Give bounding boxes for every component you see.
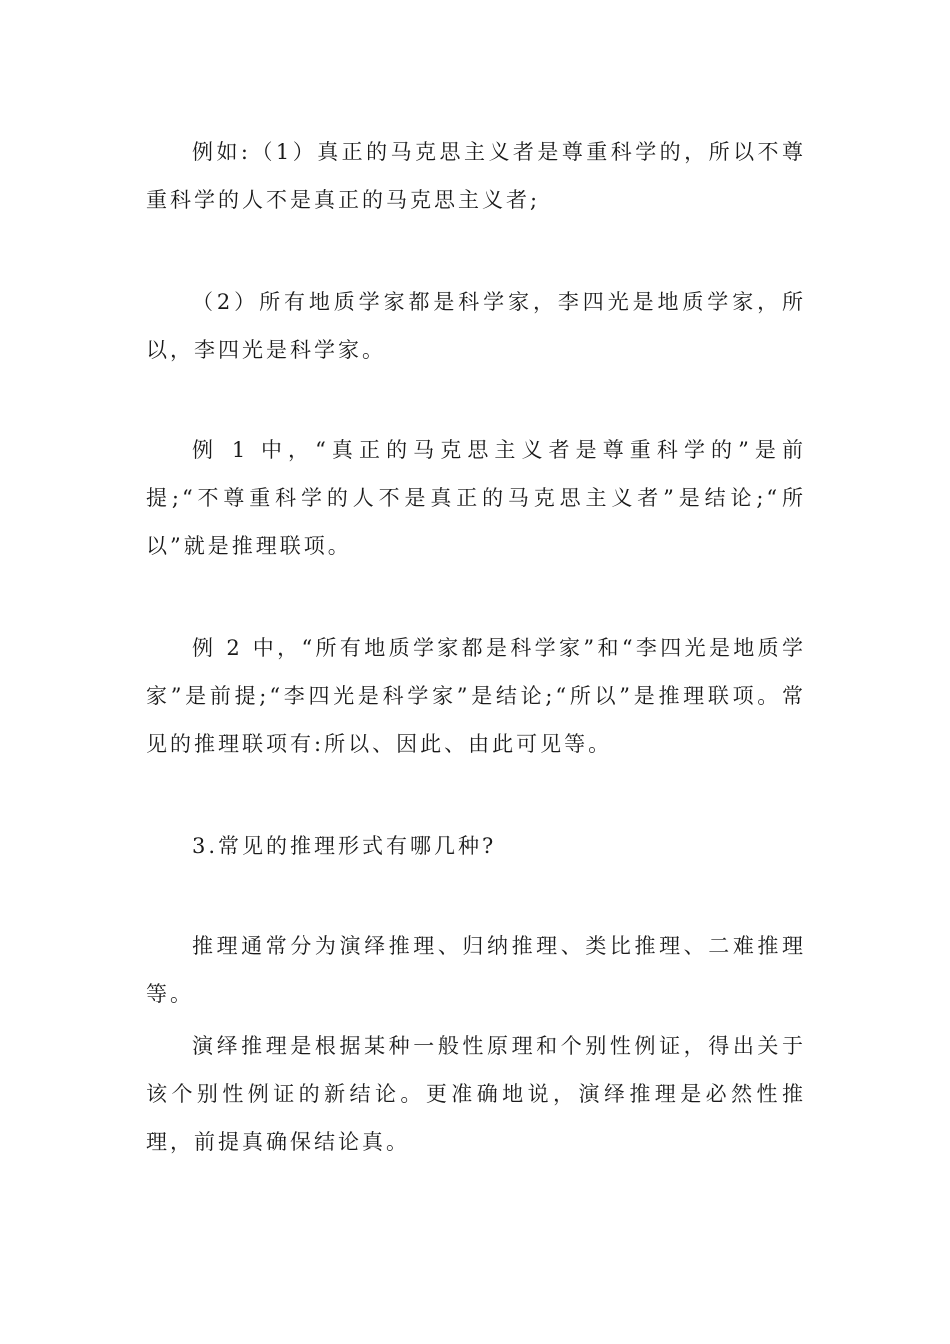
section-heading-reasoning-forms: 3.常见的推理形式有哪几种?	[192, 834, 497, 858]
paragraph-example-intro: 例如:（1）真正的马克思主义者是尊重科学的，所以不尊重科学的人不是真正的马克思主义者;	[146, 140, 806, 212]
paragraph-example-two: （2）所有地质学家都是科学家，李四光是地质学家，所以，李四光是科学家。	[146, 290, 806, 362]
paragraph-reasoning-types: 推理通常分为演绎推理、归纳推理、类比推理、二难推理等。	[146, 934, 806, 1006]
paragraph-example-two-analysis: 例 2 中，“所有地质学家都是科学家”和“李四光是地质学家”是前提;“李四光是科学家”是结论;“所以”是推理联项。常见的推理联项有:所以、因此、由此可见等。	[146, 636, 806, 756]
paragraph-example-one-analysis: 例 1 中，“真正的马克思主义者是尊重科学的”是前提;“不尊重科学的人不是真正的马克思主义者”是结论;“所以”就是推理联项。	[146, 438, 806, 558]
paragraph-deductive-reasoning: 演绎推理是根据某种一般性原理和个别性例证，得出关于该个别性例证的新结论。更准确地说，演绎推理是必然性推理，前提真确保结论真。	[146, 1034, 806, 1154]
